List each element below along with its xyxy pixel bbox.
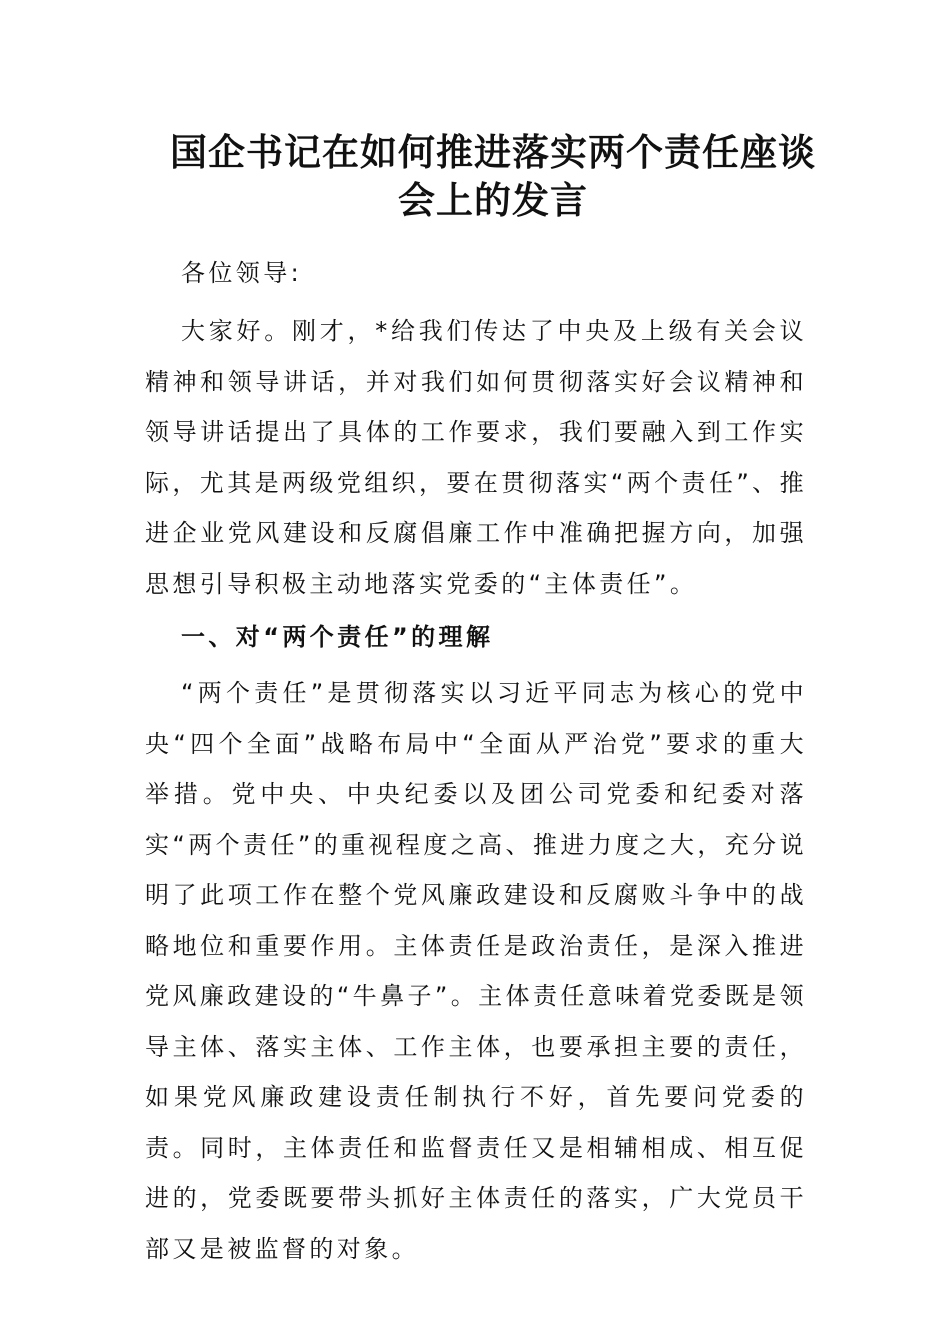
section-heading-1: 一、对“两个责任”的理解 — [181, 623, 494, 651]
title-line-1: 国企书记在如何推进落实两个责任座谈 — [170, 130, 816, 174]
title-line-2: 会上的发言 — [398, 178, 588, 222]
paragraph-two-responsibilities: “两个责任”是贯彻落实以习近平同志为核心的党中央“四个全面”战略布局中“全面从严治党”要求的重大举措。党中央、中央纪委以及团公司党委和纪委对落实“两个责任”的重视程度之高、推进力度之大，充分说明了此项工作在整个党风廉政建设和反腐败斗争中的战略地位和重要作用。主体责任是政治责任，是深入推进党风廉政建设的“牛鼻子”。主体责任意味着党委既是领导主体、落实主体、工作主体，也要承担主要的责任，如果党风廉政建设责任制执行不好，首先要问党委的责。同时，主体责任和监督责任又是相辅相成、相互促进的，党委既要带头抓好主体责任的落实，广大党员干部又是被监督的对象。 — [145, 679, 807, 1263]
document-title — [150, 128, 836, 224]
paragraph-opening: 大家好。刚才，*给我们传达了中央及上级有关会议精神和领导讲话，并对我们如何贯彻落实好会议精神和领导讲话提出了具体的工作要求，我们要融入到工作实际，尤其是两级党组织，要在贯彻落实“两个责任”、推进企业党风建设和反腐倡廉工作中准确把握方向，加强思想引导积极主动地落实党委的“主体责任”。 — [145, 317, 807, 598]
salutation: 各位领导: — [181, 259, 303, 287]
